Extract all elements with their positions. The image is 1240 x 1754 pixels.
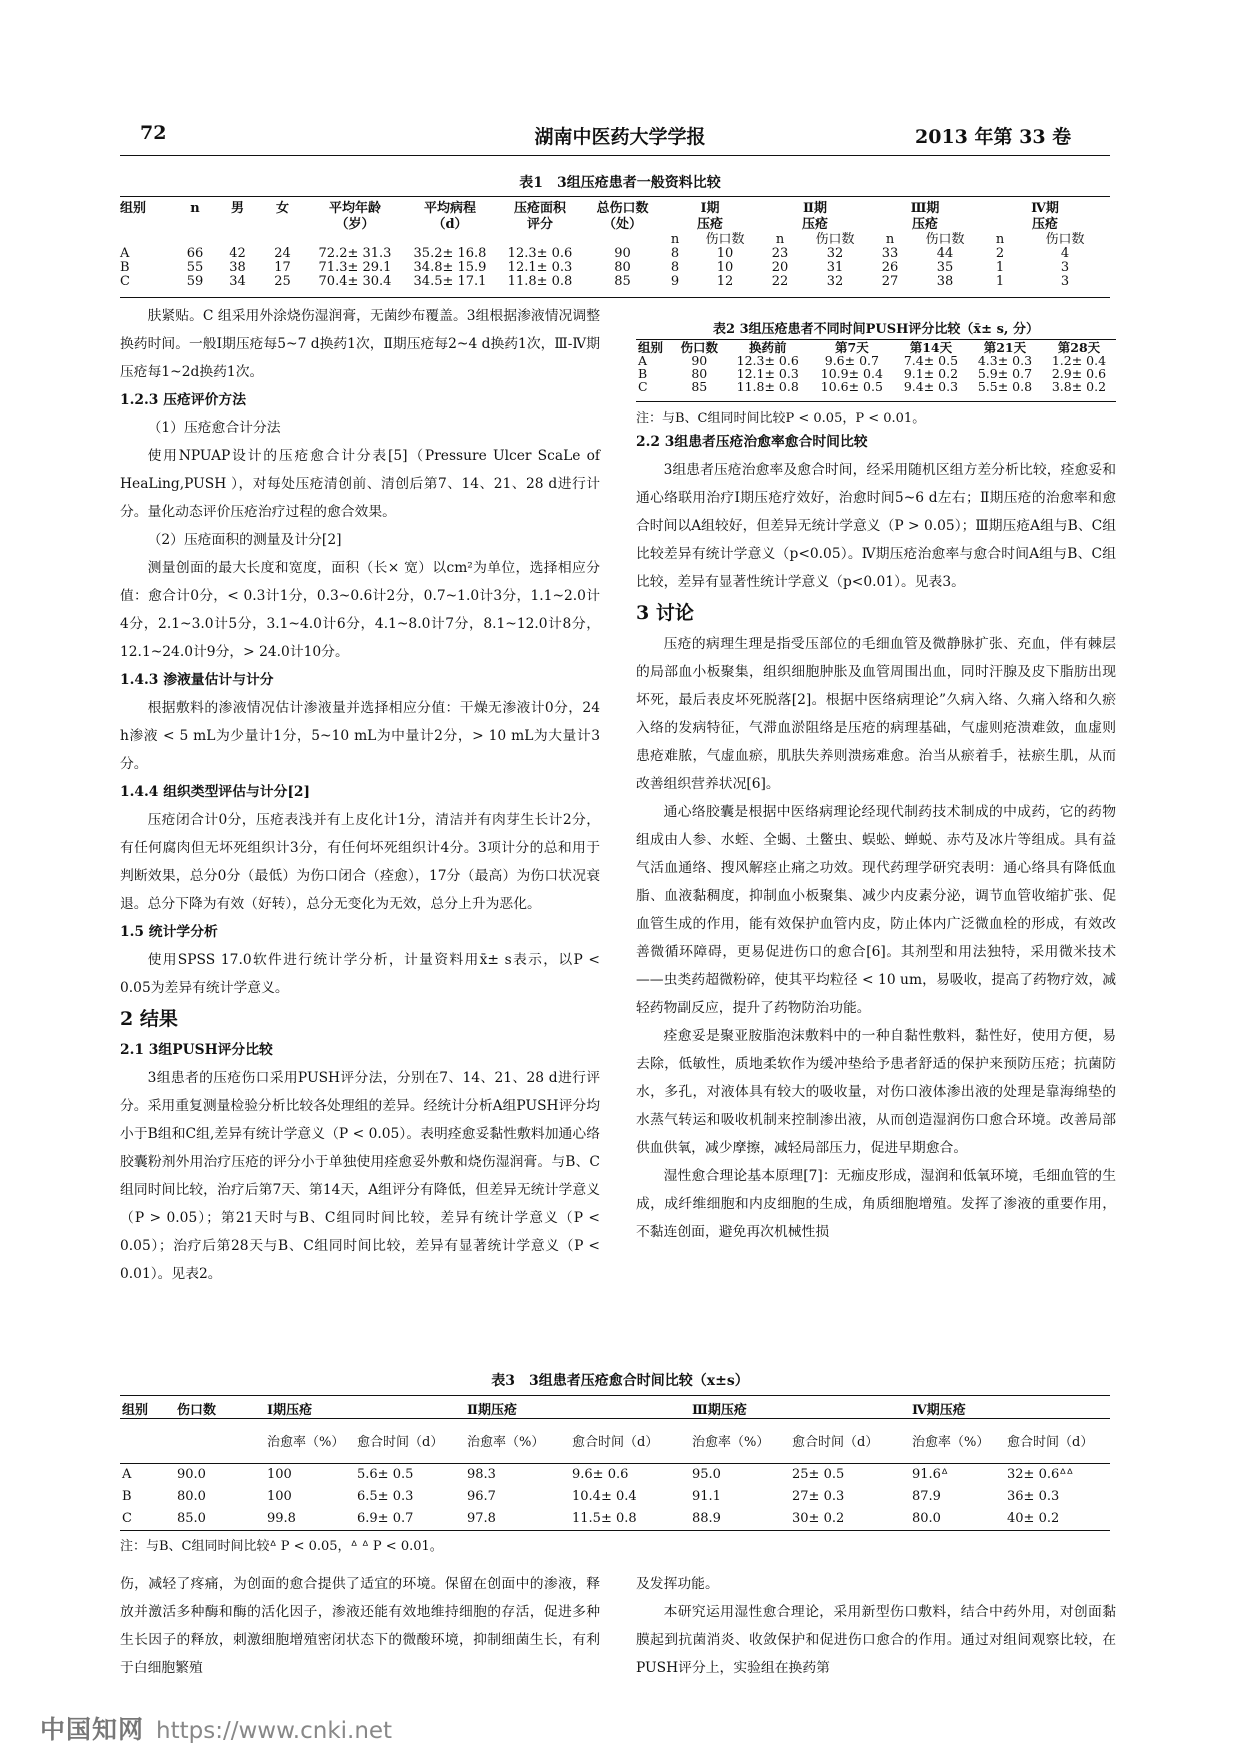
table3-title: 表3 3组患者压疮愈合时间比较（x±s） <box>491 1373 749 1389</box>
t3-cell: 10.4± 0.4 <box>572 1488 637 1504</box>
t3-sub: 愈合时间（d） <box>357 1435 444 1451</box>
t1-cell: 8 <box>670 259 680 275</box>
t2-header: 第21天 <box>983 339 1027 355</box>
table2-bottom-rule <box>636 401 1116 402</box>
t3-cell: 30± 0.2 <box>792 1510 845 1526</box>
t1-h-group: 组别 <box>120 200 147 216</box>
t3-cell: 11.5± 0.8 <box>572 1510 637 1526</box>
t1-cell: 35 <box>936 259 954 275</box>
t1-cell: 10 <box>716 259 734 275</box>
t1-h-stage4: Ⅳ期 <box>1031 200 1059 216</box>
t3-cell: 32± 0.6ᐞᐞ <box>1007 1466 1074 1482</box>
t1-cell: 35.2± 16.8 <box>413 245 487 261</box>
t1-cell: 72.2± 31.3 <box>318 245 392 261</box>
t2-cell: 80 <box>691 366 708 381</box>
t3-cell: 91.1 <box>692 1488 721 1504</box>
subsection-heading: （2）压疮面积的测量及计分[2] <box>147 532 342 548</box>
t1-cell: 4 <box>1060 245 1070 261</box>
paragraph: 伤，减轻了疼痛，为创面的愈合提供了适宜的环境。保留在创面中的渗液，释放并激活多种酶和酶的活化因子，渗液还能有效地维持细胞的存活，促进多种生长因子的释放，刺激细胞增殖密闭状态下的微酸环境，抑制细菌生长，有利于白细胞繁殖 <box>120 1576 600 1676</box>
t3-cell: 80.0 <box>177 1488 206 1504</box>
t1-cell: A <box>120 245 130 261</box>
t2-cell: 4.3± 0.3 <box>977 353 1033 368</box>
t2-cell: 12.1± 0.3 <box>736 366 799 381</box>
t2-cell: 9.4± 0.3 <box>903 379 959 394</box>
paragraph: 通心络胶囊是根据中医络病理论经现代制药技术制成的中成药，它的药物组成由人参、水蛭、全蝎、土鳖虫、蜈蚣、蝉蜕、赤芍及冰片等组成。具有益气活血通络、搜风解痉止痛之功效。现代药理学研究表明：通心络具有降低血脂、血液黏稠度，抑制血小板聚集、减少内皮素分泌，调节血管收缩扩张、促血管生成的作用，能有效保护血管内皮，防止体内广泛微血栓的形成，有效改善微循环障碍，更易促进伤口的愈合[6]。其剂型和用法独特，采用微米技术——虫类药超微粉碎，使其平均粒径 < 10 um，易吸收，提高了药物疗效，减轻药物副反应，提升了药物防治功能。 <box>636 804 1116 1016</box>
t3-cell: 85.0 <box>177 1510 206 1526</box>
t3-cell: 99.8 <box>267 1510 296 1526</box>
t1-h-course: 平均病程 <box>423 200 476 216</box>
t2-cell: B <box>638 366 648 381</box>
t3-cell: 95.0 <box>692 1466 721 1482</box>
t1-cell: 33 <box>881 245 899 261</box>
t1-cell: 59 <box>186 273 204 289</box>
t3-cell: 27± 0.3 <box>792 1488 845 1504</box>
t1-subsub: 伤口数 <box>925 231 965 247</box>
t1-cell: 44 <box>936 245 954 261</box>
t1-cell: 42 <box>229 245 246 261</box>
bottom-left-column <box>120 1570 600 1682</box>
t1-sub-age: （岁） <box>335 216 375 232</box>
t3-cell: 5.6± 0.5 <box>357 1466 414 1482</box>
t3-sub: 治愈率（%） <box>912 1435 990 1451</box>
t1-h-wounds: 总伤口数 <box>596 200 649 216</box>
t1-cell: 12.1± 0.3 <box>507 259 573 275</box>
t3-cell: 91.6ᐞ <box>912 1466 949 1482</box>
t1-cell: 22 <box>771 273 789 289</box>
t1-cell: 20 <box>771 259 789 275</box>
t1-cell: 90 <box>614 245 631 261</box>
bottom-right-column <box>636 1570 1116 1682</box>
t2-header: 第14天 <box>909 339 953 355</box>
table2-title: 表2 3组压疮患者不同时间PUSH评分比较（x̄± s, 分） <box>713 322 1039 337</box>
t1-cell: 38 <box>936 273 954 289</box>
t3-sub: 治愈率（%） <box>692 1435 770 1451</box>
t1-cell: 12.3± 0.6 <box>507 245 573 261</box>
t1-h-age: 平均年龄 <box>328 200 381 216</box>
t1-subsub: 伤口数 <box>815 231 855 247</box>
table1-title: 表1 3组压疮患者一般资料比较 <box>519 175 721 191</box>
t3-cell: C <box>122 1510 132 1526</box>
t2-cell: 9.1± 0.2 <box>903 366 959 381</box>
t1-cell: 2 <box>995 245 1005 261</box>
cnki-url[interactable]: https://www.cnki.net <box>156 1718 393 1744</box>
paragraph: 肤紧贴。C 组采用外涂烧伤湿润膏，无菌纱布覆盖。3组根据渗液情况调整换药时间。一般Ⅰ期压疮每5~7 d换药1次，Ⅱ期压疮每2~4 d换药1次，Ⅲ-Ⅳ期压疮每1~2d换药1次。 <box>120 308 600 380</box>
table3-top-rule <box>120 1395 1110 1396</box>
t3-cell: 90.0 <box>177 1466 206 1482</box>
t1-sub-course: （d） <box>432 216 468 232</box>
t3-sub: 愈合时间（d） <box>792 1435 879 1451</box>
t3-h-stage1: Ⅰ期压疮 <box>267 1402 313 1418</box>
t2-cell: 7.4± 0.5 <box>903 353 959 368</box>
t3-h-wounds: 伤口数 <box>177 1402 217 1418</box>
t1-cell: 24 <box>274 245 291 261</box>
table1 <box>120 200 1110 288</box>
t2-header: 第28天 <box>1057 339 1101 355</box>
section-heading: 1.5 统计学分析 <box>120 924 218 940</box>
t1-sub-stage1: 压疮 <box>696 216 723 232</box>
t1-cell: 34 <box>229 273 246 289</box>
paragraph: 压疮闭合计0分，压疮表浅并有上皮化计1分，清洁并有肉芽生长计2分，有任何腐肉但无坏死组织计3分，有任何坏死组织计4分。3项计分的总和用于判断效果，总分0分（最低）为伤口闭合（痊愈），17分（最高）为伤口状况衰退。总分下降为有效（好转），总分无变化为无效，总分上升为恶化。 <box>120 812 600 912</box>
journal-name: 湖南中医药大学学报 <box>534 126 706 148</box>
t2-cell: 11.8± 0.8 <box>736 379 799 394</box>
t3-cell: 96.7 <box>467 1488 496 1504</box>
t1-cell: 1 <box>995 259 1005 275</box>
t1-cell: 12 <box>716 273 734 289</box>
t1-h-male: 男 <box>230 200 244 216</box>
paragraph: 测量创面的最大长度和宽度，面积（长× 宽）以cm²为单位，选择相应分值：愈合计0分，< 0.3计1分，0.3~0.6计2分，0.7~1.0计3分，1.1~2.0计4分，2.1~3.0计5分，3.1~4.0计6分，4.1~8.0计7分，8.1~12.0计8分，12.1~24.0计9分，> 24.0计10分。 <box>120 560 600 660</box>
t1-subsub: n <box>670 231 680 247</box>
t2-cell: A <box>638 353 648 368</box>
table-row <box>120 246 1110 260</box>
t1-cell: 23 <box>771 245 789 261</box>
t2-cell: C <box>638 379 648 394</box>
section-heading: 1.4.4 组织类型评估与计分[2] <box>120 784 311 800</box>
cnki-brand: 中国知网 <box>40 1715 145 1744</box>
t3-h-stage4: Ⅳ期压疮 <box>912 1402 966 1418</box>
t1-cell: 17 <box>274 259 291 275</box>
paragraph: 使用SPSS 17.0软件进行统计学分析，计量资料用x̄± s表示，以P < 0.05为差异有统计学意义。 <box>120 952 600 996</box>
t3-cell: 25± 0.5 <box>792 1466 845 1482</box>
t2-header: 伤口数 <box>680 339 719 355</box>
t2-cell: 10.9± 0.4 <box>820 366 883 381</box>
header-rule <box>120 155 1110 156</box>
t3-h-stage3: Ⅲ期压疮 <box>692 1402 747 1418</box>
table3-bottom-rule <box>120 1530 1110 1531</box>
results-heading: 2 结果 <box>120 1008 178 1030</box>
table1-top-rule <box>120 196 1110 197</box>
t2-cell: 85 <box>691 379 708 394</box>
table-row <box>636 380 1116 393</box>
t2-cell: 1.2± 0.4 <box>1051 353 1107 368</box>
t1-cell: 1 <box>995 273 1005 289</box>
page-number: 72 <box>140 122 167 144</box>
t1-h-stage2: Ⅱ期 <box>803 200 827 216</box>
t1-cell: 71.3± 29.1 <box>318 259 392 275</box>
t2-cell: 5.5± 0.8 <box>977 379 1033 394</box>
t3-h-group: 组别 <box>122 1402 149 1418</box>
t2-cell: 10.6± 0.5 <box>820 379 883 394</box>
t1-subsub: 伤口数 <box>1045 231 1085 247</box>
t1-cell: 70.4± 30.4 <box>318 273 392 289</box>
t1-cell: 31 <box>826 259 844 275</box>
t1-h-area: 压疮面积 <box>513 200 566 216</box>
table-row <box>120 260 1110 274</box>
subsection-heading: （1）压疮愈合计分法 <box>147 420 281 436</box>
paragraph: 使用NPUAP设计的压疮愈合计分表[5]（Pressure Ulcer ScaLe of HeaLing,PUSH ），对每处压疮清创前、清创后第7、14、21、28 d进行计分。量化动态评价压疮治疗过程的愈合效果。 <box>120 448 600 520</box>
t3-cell: A <box>122 1466 132 1482</box>
t1-cell: 85 <box>614 273 631 289</box>
t3-cell: 88.9 <box>692 1510 721 1526</box>
paragraph: 根据敷料的渗液情况估计渗液量并选择相应分值：干燥无渗液计0分，24 h渗液 < 5 mL为少量计1分，5~10 mL为中量计2分，> 10 mL为大量计3分。 <box>120 700 600 772</box>
t3-sub: 愈合时间（d） <box>572 1435 659 1451</box>
paragraph: 压疮的病理生理是指受压部位的毛细血管及微静脉扩张、充血，伴有棘层的局部血小板聚集，组织细胞肿胀及血管周围出血，同时汗腺及皮下脂肪出现坏死，最后表皮坏死脱落[2]。根据中医络病理论”久病入络、久痛入络和久瘀入络的发病特征，气滞血淤阻络是压疮的病理基础，气虚则疮溃难敛，血虚则患疮难脓，气虚血瘀，肌肤失养则溃疡难愈。治当从瘀着手，袪瘀生肌，从而改善组织营养状况[6]。 <box>636 636 1116 792</box>
t1-cell: 55 <box>186 259 204 275</box>
left-column <box>120 302 600 1288</box>
t2-cell: 2.9± 0.6 <box>1051 366 1107 381</box>
t1-h-female: 女 <box>275 200 289 216</box>
t3-cell: 100 <box>267 1466 292 1482</box>
paragraph: 3组患者的压疮伤口采用PUSH评分法，分别在7、14、21、28 d进行评分。采用重复测量检验分析比较各处理组的差异。经统计分析A组PUSH评分均小于B组和C组,差异有统计学意义（P < 0.05）。表明痊愈妥黏性敷料加通心络胶囊粉剂外用治疗压疮的评分小于单独使用痊愈妥外敷和烧伤湿润膏。与B、C组同时间比较，治疗后第7天、第14天，A组评分有降低，但差异无统计学意义（P > 0.05）；第21天时与B、C组同时间比较，差异有统计学意义（P < 0.05）；治疗后第28天与B、C组同时间比较，差异有显著统计学意义（P < 0.01）。见表2。 <box>120 1070 600 1282</box>
t1-cell: 32 <box>826 245 844 261</box>
right-column <box>636 428 1116 1246</box>
table-row <box>120 1507 1110 1529</box>
paragraph: 及发挥功能。 <box>636 1576 719 1592</box>
t3-sub: 治愈率（%） <box>267 1435 345 1451</box>
t1-cell: 8 <box>670 245 680 261</box>
table-row <box>120 274 1110 288</box>
t2-cell: 90 <box>691 353 708 368</box>
section-heading: 1.4.3 渗液量估计与计分 <box>120 672 274 688</box>
t3-cell: 36± 0.3 <box>1007 1488 1060 1504</box>
t3-cell: 98.3 <box>467 1466 496 1482</box>
t3-cell: B <box>122 1488 132 1504</box>
table1-bottom-rule <box>120 297 1110 298</box>
t1-subsub: n <box>885 231 895 247</box>
t1-cell: 9 <box>670 273 680 289</box>
t3-cell: 6.5± 0.3 <box>357 1488 414 1504</box>
paragraph: 本研究运用湿性愈合理论，采用新型伤口敷料，结合中药外用，对创面黏膜起到抗菌消炎、收敛保护和促进伤口愈合的作用。通过对组间观察比较，在PUSH评分上，实验组在换药第 <box>636 1604 1116 1676</box>
t3-sub: 愈合时间（d） <box>1007 1435 1094 1451</box>
t1-cell: 34.8± 15.9 <box>413 259 487 275</box>
t2-header: 第7天 <box>835 339 869 355</box>
issue-label: 2013 年第 33 卷 <box>915 126 1072 148</box>
t2-cell: 12.3± 0.6 <box>736 353 799 368</box>
t3-cell: 80.0 <box>912 1510 941 1526</box>
t1-h-stage1: Ⅰ期 <box>700 200 720 216</box>
t1-cell: 10 <box>716 245 734 261</box>
paragraph: 3组患者压疮治愈率及愈合时间，经采用随机区组方差分析比较，痊愈妥和通心络联用治疗Ⅰ期压疮疗效好，治愈时间5~6 d左右；Ⅱ期压疮的治愈率和愈合时间以A组较好，但差异无统计学意义（P > 0.05）；Ⅲ期压疮A组与B、C组比较差异有统计学意义（p<0.05）。Ⅳ期压疮治愈率与愈合时间A组与B、C组比较，差异有显著性统计学意义（p<0.01）。见表3。 <box>636 462 1116 590</box>
t1-cell: 11.8± 0.8 <box>507 273 573 289</box>
t1-cell: 26 <box>881 259 899 275</box>
t3-h-stage2: Ⅱ期压疮 <box>467 1402 517 1418</box>
t1-subsub: n <box>775 231 785 247</box>
t1-cell: 25 <box>274 273 291 289</box>
table2-note: 注：与B、C组同时间比较P < 0.05，P < 0.01。 <box>636 411 926 426</box>
t1-cell: 3 <box>1060 273 1070 289</box>
t3-cell: 87.9 <box>912 1488 941 1504</box>
t2-cell: 9.6± 0.7 <box>824 353 879 368</box>
t3-cell: 97.8 <box>467 1510 496 1526</box>
t1-cell: 66 <box>186 245 204 261</box>
table-row <box>120 1463 1110 1485</box>
t3-sub: 治愈率（%） <box>467 1435 545 1451</box>
t1-h-stage3: Ⅲ期 <box>910 200 940 216</box>
t3-cell: 6.9± 0.7 <box>357 1510 414 1526</box>
t1-h-n: n <box>190 200 200 216</box>
table2 <box>636 340 1116 393</box>
t1-cell: 38 <box>229 259 246 275</box>
t1-cell: 32 <box>826 273 844 289</box>
t1-cell: 80 <box>614 259 631 275</box>
t1-sub-stage2: 压疮 <box>801 216 828 232</box>
section-heading: 2.2 3组患者压疮治愈率愈合时间比较 <box>636 434 868 450</box>
t1-subsub: n <box>995 231 1005 247</box>
discussion-heading: 3 讨论 <box>636 602 694 624</box>
t2-header: 组别 <box>638 339 664 355</box>
section-heading: 1.2.3 压疮评价方法 <box>120 392 246 408</box>
paragraph: 痊愈妥是聚亚胺脂泡沫敷料中的一种自黏性敷料，黏性好，使用方便，易去除，低敏性，质地柔软作为缓冲垫给予患者舒适的保护来预防压疮；抗菌防水，多孔，对液体具有较大的吸收量，对伤口液体渗出液的处理是靠海绵垫的水蒸气转运和吸收机制来控制渗出液，从而创造湿润伤口愈合环境。改善局部供血供氧，减少摩擦，减轻局部压力，促进早期愈合。 <box>636 1028 1116 1156</box>
t3-cell: 9.6± 0.6 <box>572 1466 629 1482</box>
t1-sub-stage4: 压疮 <box>1031 216 1058 232</box>
t3-cell: 100 <box>267 1488 292 1504</box>
t1-cell: B <box>120 259 130 275</box>
t2-header: 换药前 <box>748 339 787 355</box>
table3 <box>120 1397 1110 1529</box>
paragraph: 湿性愈合理论基本原理[7]：无痂皮形成，湿润和低氧环境，毛细血管的生成，成纤维细胞和内皮细胞的生成，角质细胞增殖。发挥了渗液的重要作用，不黏连创面，避免再次机械性损 <box>636 1168 1116 1240</box>
t3-cell: 40± 0.2 <box>1007 1510 1060 1526</box>
t1-sub-stage3: 压疮 <box>911 216 938 232</box>
cnki-watermark <box>40 1710 392 1746</box>
t1-cell: C <box>120 273 130 289</box>
t1-sub-wounds: （处） <box>602 216 642 232</box>
t2-cell: 3.8± 0.2 <box>1051 379 1107 394</box>
t1-sub-area: 评分 <box>526 216 553 232</box>
t1-subsub: 伤口数 <box>705 231 745 247</box>
section-heading: 2.1 3组PUSH评分比较 <box>120 1042 273 1058</box>
table3-note: 注：与B、C组同时间比较ᐞ P < 0.05，ᐞ ᐞ P < 0.01。 <box>120 1539 443 1554</box>
table-row <box>120 1485 1110 1507</box>
t1-cell: 34.5± 17.1 <box>413 273 487 289</box>
t1-cell: 27 <box>881 273 899 289</box>
table3-mid-rule <box>120 1418 1110 1419</box>
t2-cell: 5.9± 0.7 <box>977 366 1033 381</box>
t1-cell: 3 <box>1060 259 1070 275</box>
